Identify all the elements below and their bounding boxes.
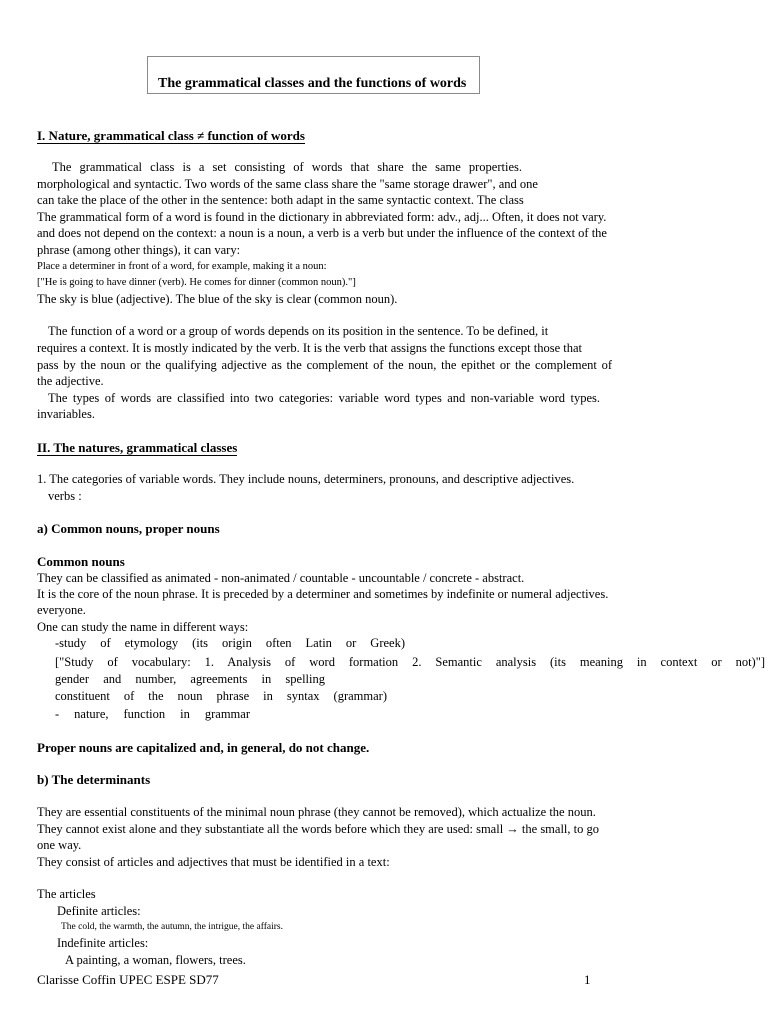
paragraph-line: The function of a word or a group of words depends on its position in the sentence. To be defined, it bbox=[48, 324, 549, 338]
paragraph-line: requires a context. It is mostly indicated by the verb. It is the verb that assigns the functions except those that bbox=[37, 341, 583, 355]
paragraph-line: They are essential constituents of the minimal noun phrase (they cannot be removed), which actualize the noun. bbox=[37, 805, 596, 819]
list-item: gender and number, agreements in spelling bbox=[55, 672, 325, 686]
list-item: -study of etymology (its origin often Latin or Greek) bbox=[55, 636, 405, 650]
paragraph-line: the adjective. bbox=[37, 374, 104, 388]
paragraph-line: The grammatical class is a set consisting of words that share the same properties. bbox=[52, 160, 522, 174]
section-2-heading bbox=[37, 440, 237, 455]
paragraph-line: morphological and syntactic. Two words of the same class share the "same storage drawer", and one bbox=[37, 177, 538, 191]
footer-author: Clarisse Coffin UPEC ESPE SD77 bbox=[37, 972, 219, 987]
page-number: 1 bbox=[584, 972, 591, 987]
section-1-heading-text: I. Nature, grammatical class ≠ function of words bbox=[37, 128, 305, 143]
title-box bbox=[147, 56, 480, 94]
paragraph-line: The grammatical form of a word is found in the dictionary in abbreviated form: adv., adj... Often, it does not vary. bbox=[37, 210, 607, 224]
paragraph-line: They consist of articles and adjectives that must be identified in a text: bbox=[37, 855, 390, 869]
list-item: constituent of the noun phrase in syntax (grammar) bbox=[55, 689, 387, 703]
paragraph-line: Place a determiner in front of a word, for example, making it a noun: bbox=[37, 261, 327, 272]
paragraph-line: and does not depend on the context: a noun is a noun, a verb is a verb but under the influence of the context of the bbox=[37, 226, 607, 240]
subsection-b-heading: b) The determinants bbox=[37, 772, 151, 787]
paragraph-line: 1. The categories of variable words. They include nouns, determiners, pronouns, and descriptive adjectives. bbox=[37, 472, 575, 486]
list-item: ["Study of vocabulary: 1. Analysis of word formation 2. Semantic analysis (its meaning in context or not)"] bbox=[55, 655, 765, 669]
paragraph-line: everyone. bbox=[37, 603, 86, 617]
section-2-heading-text: II. The natures, grammatical classes bbox=[37, 440, 238, 455]
indefinite-articles-examples: A painting, a woman, flowers, trees. bbox=[65, 953, 246, 967]
paragraph-line: verbs : bbox=[48, 489, 82, 503]
proper-nouns-note: Proper nouns are capitalized and, in general, do not change. bbox=[37, 740, 370, 755]
paragraph-line: They cannot exist alone and they substantiate all the words before which they are used: small → the small, to go bbox=[37, 822, 599, 836]
common-nouns-heading: Common nouns bbox=[37, 554, 125, 569]
paragraph-line: They can be classified as animated - non-animated / countable - uncountable / concrete - abstract. bbox=[37, 571, 525, 585]
list-item: - nature, function in grammar bbox=[55, 707, 250, 721]
paragraph-line: pass by the noun or the qualifying adjective as the complement of the noun, the epithet or the complement of bbox=[37, 358, 612, 372]
paragraph-line: The types of words are classified into two categories: variable word types and non-variable word types. bbox=[48, 391, 600, 405]
example-line: ["He is going to have dinner (verb). He comes for dinner (common noun)."] bbox=[37, 277, 356, 288]
paragraph-line: one way. bbox=[37, 838, 82, 852]
definite-articles-examples: The cold, the warmth, the autumn, the intrigue, the affairs. bbox=[61, 922, 283, 932]
subsection-a-heading: a) Common nouns, proper nouns bbox=[37, 521, 220, 536]
document-title: The grammatical classes and the functions of words bbox=[158, 76, 467, 91]
paragraph-line: It is the core of the noun phrase. It is preceded by a determiner and sometimes by indefinite or numeral adjectives. bbox=[37, 587, 609, 601]
paragraph-line: can take the place of the other in the sentence: both adapt in the same syntactic context. The class bbox=[37, 193, 524, 207]
paragraph-line: phrase (among other things), it can vary: bbox=[37, 243, 241, 257]
paragraph-line: One can study the name in different ways: bbox=[37, 620, 249, 634]
example-line: The sky is blue (adjective). The blue of the sky is clear (common noun). bbox=[37, 292, 398, 306]
paragraph-line: invariables. bbox=[37, 407, 95, 421]
section-1-heading bbox=[37, 128, 305, 143]
articles-heading: The articles bbox=[37, 887, 96, 901]
definite-articles-label: Definite articles: bbox=[57, 904, 141, 918]
indefinite-articles-label: Indefinite articles: bbox=[57, 936, 149, 950]
